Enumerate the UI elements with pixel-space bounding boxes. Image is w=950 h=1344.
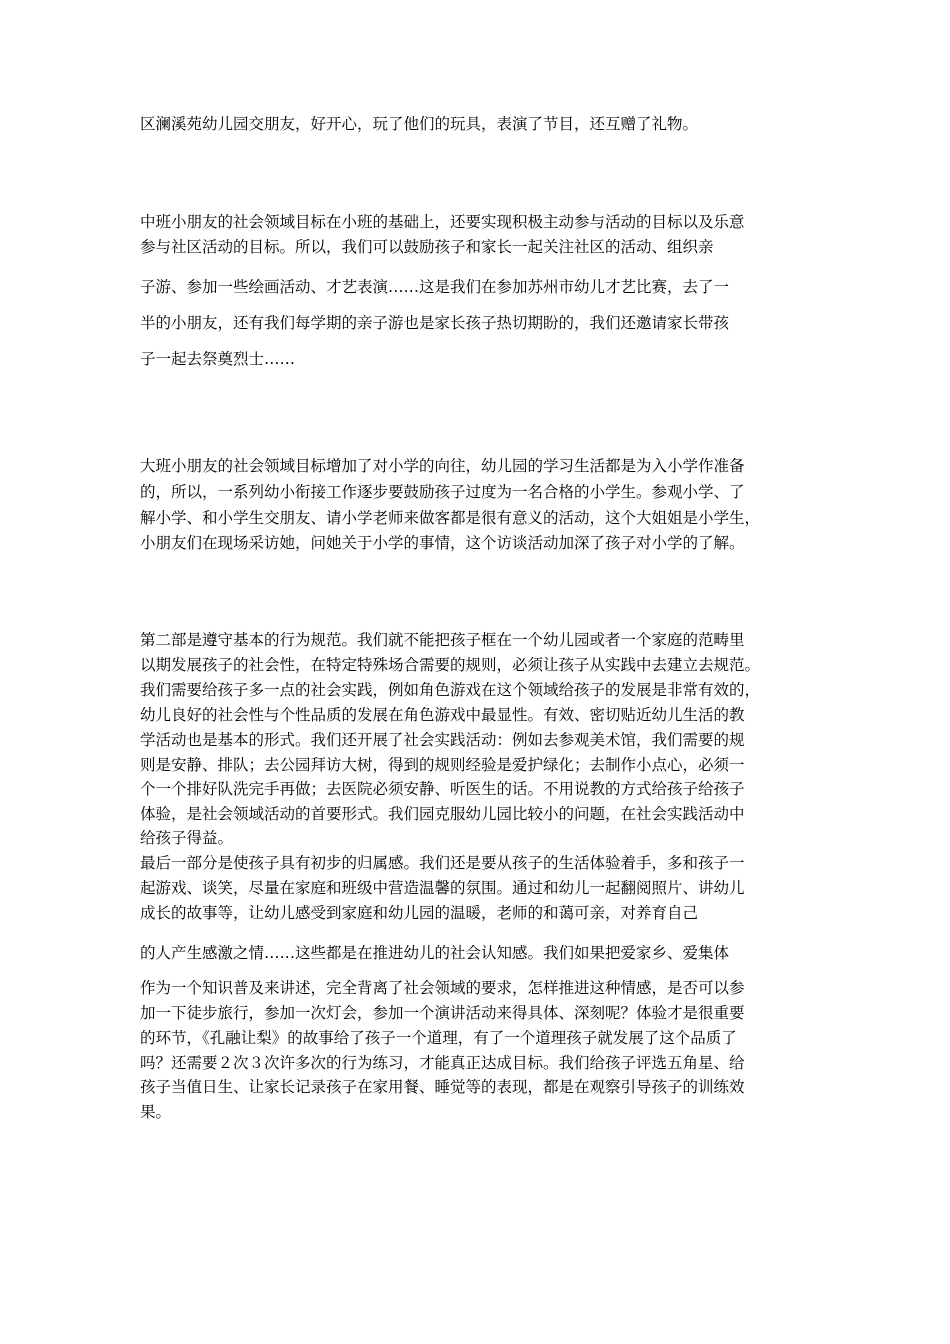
- paragraph-line: 区澜溪苑幼儿园交朋友，好开心，玩了他们的玩具，表演了节目，还互赠了礼物。: [140, 115, 699, 133]
- paragraph-line: 成长的故事等，让幼儿感受到家庭和幼儿园的温暖，老师的和蔼可亲，对养育自己: [140, 904, 699, 922]
- paragraph-line: 子一起去祭奠烈士……: [140, 350, 296, 368]
- paragraph-line: 参与社区活动的目标。所以，我们可以鼓励孩子和家长一起关注社区的活动、组织亲: [140, 238, 714, 256]
- paragraph-line: 体验，是社会领域活动的首要形式。我们园克服幼儿园比较小的问题，在社会实践活动中: [140, 805, 745, 823]
- paragraph-line: 则是安静、排队；去公园拜访大树，得到的规则经验是爱护绿化；去制作小点心，必须一: [140, 756, 745, 774]
- paragraph-line: 作为一个知识普及来讲述，完全背离了社会领域的要求，怎样推进这种情感，是否可以参: [140, 979, 745, 997]
- paragraph-line: 幼儿良好的社会性与个性品质的发展在角色游戏中最显性。有效、密切贴近幼儿生活的教: [140, 706, 745, 724]
- paragraph-line: 果。: [140, 1103, 172, 1121]
- paragraph-line: 最后一部分是使孩子具有初步的归属感。我们还是要从孩子的生活体验着手，多和孩子一: [140, 854, 745, 872]
- paragraph-line: 以期发展孩子的社会性，在特定特殊场合需要的规则，必须让孩子从实践中去建立去规范。: [140, 656, 761, 674]
- paragraph-line: 的环节，《孔融让梨》的故事给了孩子一个道理，有了一个道理孩子就发展了这个品质了: [140, 1029, 737, 1047]
- paragraph-line: 起游戏、谈笑，尽量在家庭和班级中营造温馨的氛围。通过和幼儿一起翻阅照片、讲幼儿: [140, 879, 745, 897]
- paragraph-line: 子游、参加一些绘画活动、才艺表演……这是我们在参加苏州市幼儿才艺比赛，去了一: [140, 278, 730, 296]
- paragraph-line: 加一下徒步旅行，参加一次灯会，参加一个演讲活动来得具体、深刻呢？体验才是很重要: [140, 1004, 745, 1022]
- paragraph-line: 给孩子得益。: [140, 829, 234, 847]
- paragraph-line: 的，所以，一系列幼小衔接工作逐步要鼓励孩子过度为一名合格的小学生。参观小学、了: [140, 483, 745, 501]
- paragraph-line: 个一个排好队洗完手再做；去医院必须安静、听医生的话。不用说教的方式给孩子给孩子: [140, 780, 745, 798]
- paragraph-line: 小朋友们在现场采访她，问她关于小学的事情，这个访谈活动加深了孩子对小学的了解。: [140, 534, 745, 552]
- paragraph-line: 半的小朋友，还有我们每学期的亲子游也是家长孩子热切期盼的，我们还邀请家长带孩: [140, 314, 730, 332]
- paragraph-line: 吗？还需要２次３次许多次的行为练习，才能真正达成目标。我们给孩子评选五角星、给: [140, 1054, 745, 1072]
- paragraph-line: 的人产生感激之情……这些都是在推进幼儿的社会认知感。我们如果把爱家乡、爱集体: [140, 944, 730, 962]
- paragraph-line: 学活动也是基本的形式。我们还开展了社会实践活动：例如去参观美术馆，我们需要的规: [140, 731, 745, 749]
- paragraph-line: 大班小朋友的社会领域目标增加了对小学的向往，幼儿园的学习生活都是为入小学作准备: [140, 457, 745, 475]
- paragraph-line: 孩子当值日生、让家长记录孩子在家用餐、睡觉等的表现，都是在观察引导孩子的训练效: [140, 1078, 745, 1096]
- paragraph-line: 解小学、和小学生交朋友、请小学老师来做客都是很有意义的活动，这个大姐姐是小学生，: [140, 509, 761, 527]
- paragraph-line: 中班小朋友的社会领域目标在小班的基础上，还要实现积极主动参与活动的目标以及乐意: [140, 213, 745, 231]
- paragraph-line: 我们需要给孩子多一点的社会实践，例如角色游戏在这个领域给孩子的发展是非常有效的，: [140, 681, 761, 699]
- paragraph-line: 第二部是遵守基本的行为规范。我们就不能把孩子框在一个幼儿园或者一个家庭的范畴里: [140, 631, 745, 649]
